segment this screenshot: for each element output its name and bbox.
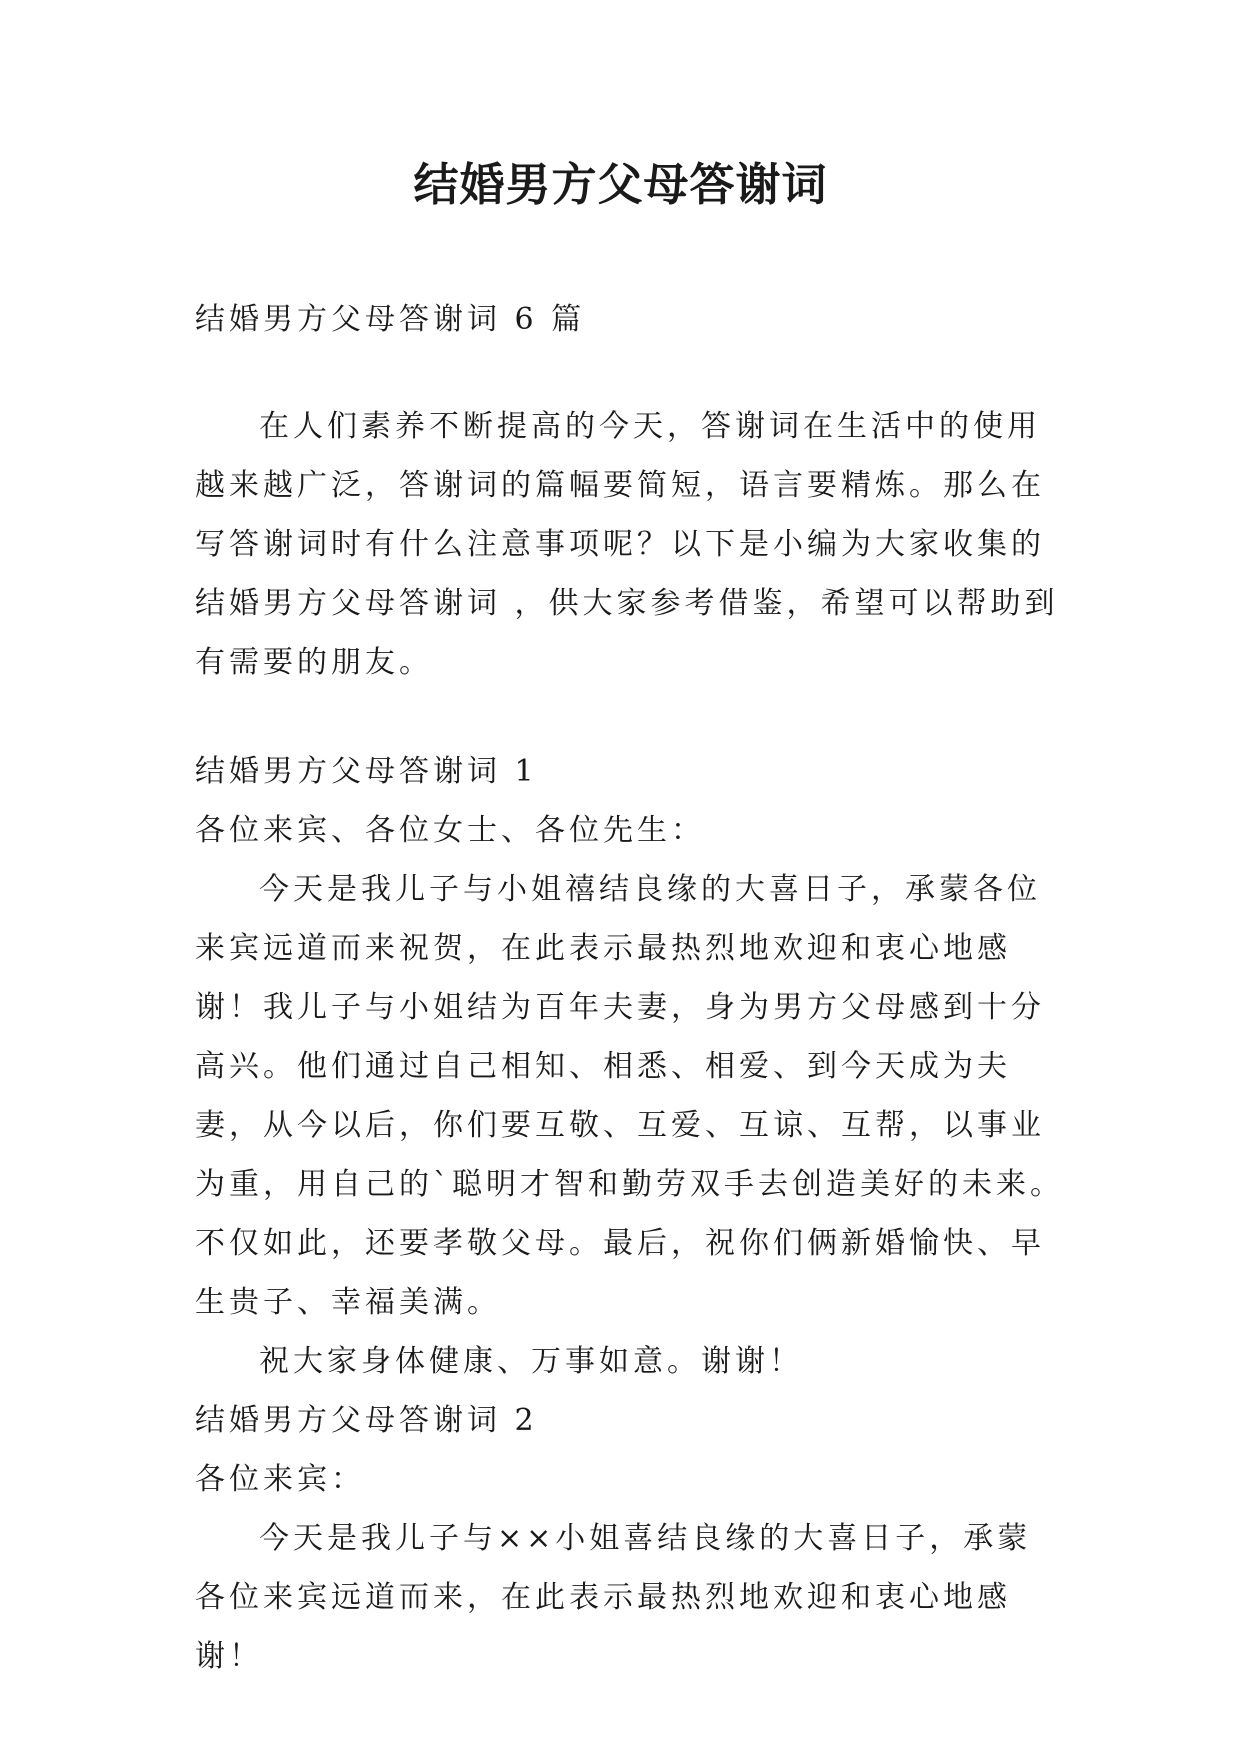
- section-2-paragraph: 今天是我儿子与××小姐喜结良缘的大喜日子，承蒙各位来宾远道而来，在此表示最热烈地欢迎和衷心地感谢！: [195, 1521, 1032, 1674]
- intro-paragraph: 在人们素养不断提高的今天，答谢词在生活中的使用越来越广泛，答谢词的篇幅要简短，语言要精炼。那么在写答谢词时有什么注意事项呢？以下是小编为大家收集的结婚男方父母答谢词 ，供大家参考借鉴，希望可以帮助到有需要的朋友。: [195, 409, 1059, 680]
- document-title: 结婚男方父母答谢词: [413, 158, 828, 211]
- section-1-greeting: 各位来宾、各位女士、各位先生：: [195, 813, 705, 848]
- spacer: [195, 692, 1065, 742]
- section-1-paragraph: 今天是我儿子与小姐禧结良缘的大喜日子，承蒙各位来宾远道而来祝贺，在此表示最热烈地欢迎和衷心地感谢！我儿子与小姐结为百年夫妻，身为男方父母感到十分高兴。他们通过自己相知、相悉、相爱、到今天成为夫妻，从今以后，你们要互敬、互爱、互谅、互帮，以事业为重，用自己的`聪明才智和勤劳双手去创造美好的未来。不仅如此，还要孝敬父母。最后，祝你们俩新婚愉快、早生贵子、幸福美满。: [195, 872, 1064, 1320]
- spacer: [195, 349, 1065, 397]
- document-body: [195, 290, 1065, 1686]
- section-2-greeting: 各位来宾：: [195, 1462, 365, 1497]
- section-1-heading: 结婚男方父母答谢词 1: [195, 754, 538, 789]
- section-2-heading: 结婚男方父母答谢词 2: [195, 1403, 538, 1438]
- section-1-closing: 祝大家身体健康、万事如意。谢谢！: [259, 1344, 803, 1379]
- document-subtitle: 结婚男方父母答谢词 6 篇: [195, 302, 586, 337]
